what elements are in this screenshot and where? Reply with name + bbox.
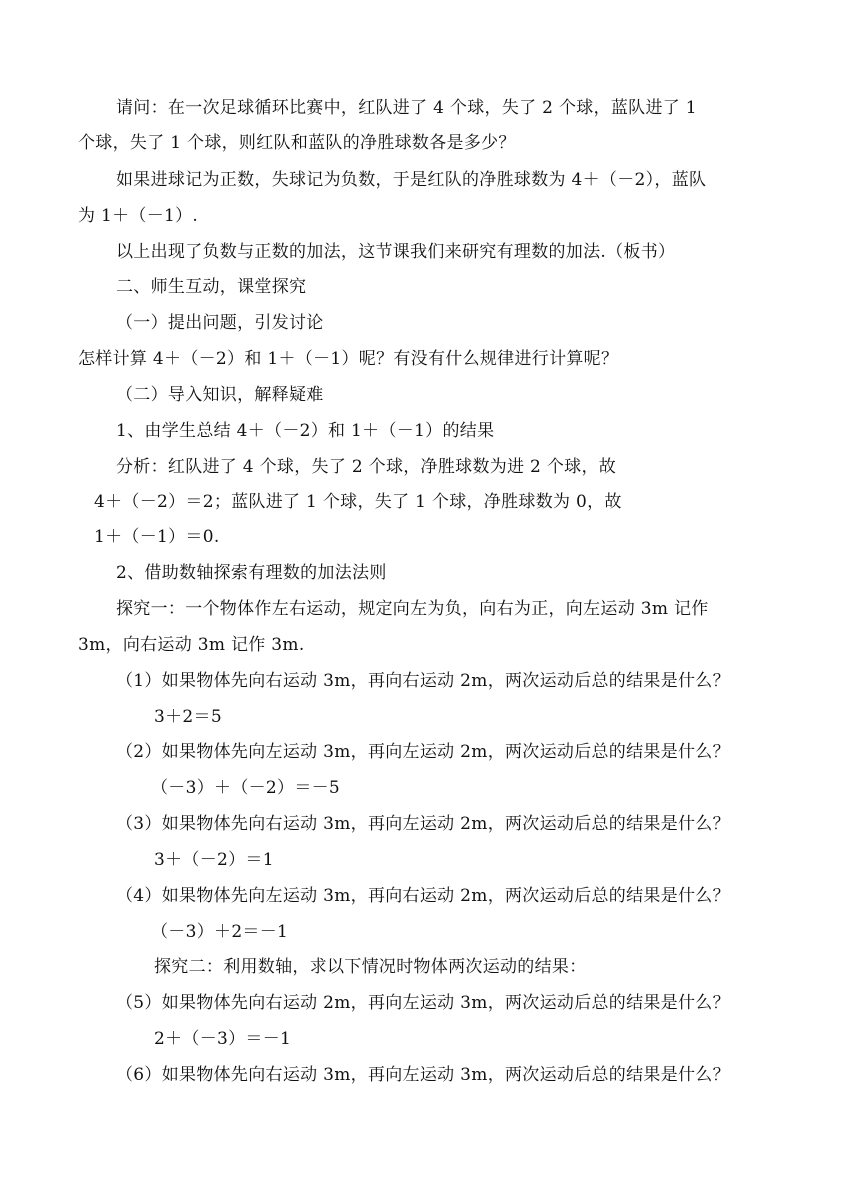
answer-equation: 3＋（－2）＝1: [154, 850, 274, 870]
paragraph-line: 如果进球记为正数，失球记为负数，于是红队的净胜球数为 4＋（－2），蓝队: [116, 170, 707, 190]
answer-equation: （－3）＋（－2）＝－5: [151, 778, 341, 798]
paragraph-line: 分析：红队进了 4 个球，失了 2 个球，净胜球数为进 2 个球，故: [116, 457, 617, 477]
question-line-1: 请问：在一次足球循环比赛中，红队进了 4 个球，失了 2 个球，蓝队进了 1: [116, 98, 697, 118]
paragraph-line: 为 1＋（－1）.: [78, 206, 199, 226]
answer-equation: （－3）＋2＝－1: [151, 922, 289, 942]
paragraph-line: 探究二：利用数轴，求以下情况时物体两次运动的结果：: [154, 957, 587, 977]
list-item: 2、借助数轴探索有理数的加法法则: [116, 563, 387, 583]
question-item: （2）如果物体先向左运动 3m，再向左运动 2m，两次运动后总的结果是什么？: [116, 742, 730, 762]
paragraph-line: 探究一：一个物体作左右运动，规定向左为负，向右为正，向左运动 3m 记作: [116, 599, 709, 619]
paragraph-line: 以上出现了负数与正数的加法，这节课我们来研究有理数的加法.（板书）: [116, 242, 676, 262]
paragraph-line: 1＋（－1）＝0.: [94, 527, 220, 547]
subsection-heading: （二）导入知识，解释疑难: [116, 385, 324, 405]
paragraph-line: 怎样计算 4＋（－2）和 1＋（－1）呢？有没有什么规律进行计算呢？: [78, 349, 619, 369]
question-item: （4）如果物体先向左运动 3m，再向右运动 2m，两次运动后总的结果是什么？: [116, 886, 730, 906]
answer-equation: 2＋（－3）＝－1: [154, 1029, 292, 1049]
answer-equation: 3＋2＝5: [154, 707, 222, 727]
question-item: （1）如果物体先向右运动 3m，再向右运动 2m，两次运动后总的结果是什么？: [116, 671, 730, 691]
section-heading: 二、师生互动，课堂探究: [116, 277, 307, 297]
question-item: （5）如果物体先向右运动 2m，再向左运动 3m，两次运动后总的结果是什么？: [116, 993, 730, 1013]
subsection-heading: （一）提出问题，引发讨论: [116, 313, 324, 333]
question-line-2: 个球，失了 1 个球，则红队和蓝队的净胜球数各是多少？: [78, 133, 516, 153]
question-item: （3）如果物体先向右运动 3m，再向左运动 2m，两次运动后总的结果是什么？: [116, 814, 730, 834]
paragraph-line: 4＋（－2）＝2；蓝队进了 1 个球，失了 1 个球，净胜球数为 0，故: [94, 492, 622, 512]
paragraph-line: 3m，向右运动 3m 记作 3m.: [78, 635, 305, 655]
list-item: 1、由学生总结 4＋（－2）和 1＋（－1）的结果: [116, 421, 495, 441]
question-item: （6）如果物体先向右运动 3m，再向左运动 3m，两次运动后总的结果是什么？: [116, 1065, 730, 1085]
